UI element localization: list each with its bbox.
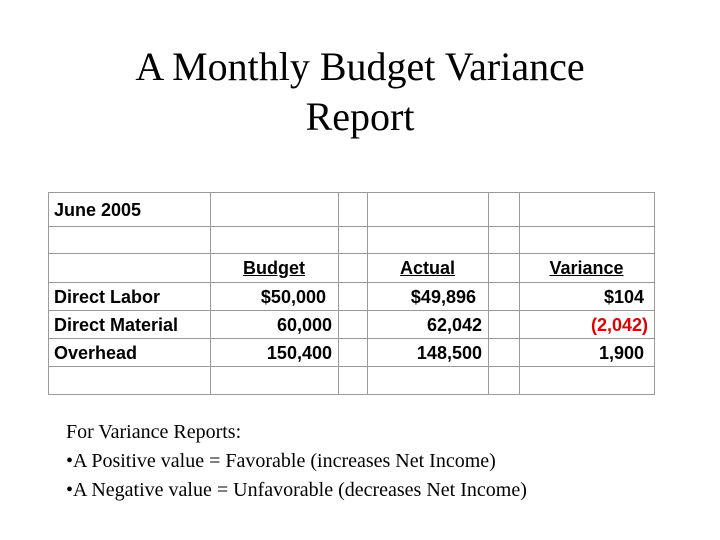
table-header-row	[49, 254, 655, 283]
actual-direct-labor: $49,896	[368, 283, 489, 311]
row-label-direct-material: Direct Material	[49, 311, 211, 339]
month-label: June 2005	[49, 193, 211, 227]
budget-direct-labor: $50,000	[211, 283, 339, 311]
variance-direct-labor: $104	[520, 283, 655, 311]
table-row-month	[49, 193, 655, 227]
row-label-direct-labor: Direct Labor	[49, 283, 211, 311]
table-row	[49, 339, 655, 367]
variance-direct-material: (2,042)	[520, 311, 655, 339]
actual-direct-material: 62,042	[368, 311, 489, 339]
header-variance: Variance	[520, 254, 655, 283]
header-budget: Budget	[211, 254, 339, 283]
budget-direct-material: 60,000	[211, 311, 339, 339]
note-negative: •A Negative value = Unfavorable (decreases Net Income)	[66, 479, 527, 501]
slide-title	[60, 42, 660, 142]
notes-heading: For Variance Reports:	[66, 421, 242, 443]
table-row	[49, 283, 655, 311]
budget-variance-table	[48, 192, 655, 395]
variance-notes	[66, 418, 527, 505]
header-actual: Actual	[368, 254, 489, 283]
row-label-overhead: Overhead	[49, 339, 211, 367]
budget-overhead: 150,400	[211, 339, 339, 367]
table-row	[49, 311, 655, 339]
table-row-blank	[49, 367, 655, 395]
actual-overhead: 148,500	[368, 339, 489, 367]
title-line-1: A Monthly Budget Variance	[135, 44, 585, 89]
variance-overhead: 1,900	[520, 339, 655, 367]
note-positive: •A Positive value = Favorable (increases Net Income)	[66, 450, 496, 472]
title-line-2: Report	[305, 94, 415, 139]
table-row-blank	[49, 227, 655, 254]
